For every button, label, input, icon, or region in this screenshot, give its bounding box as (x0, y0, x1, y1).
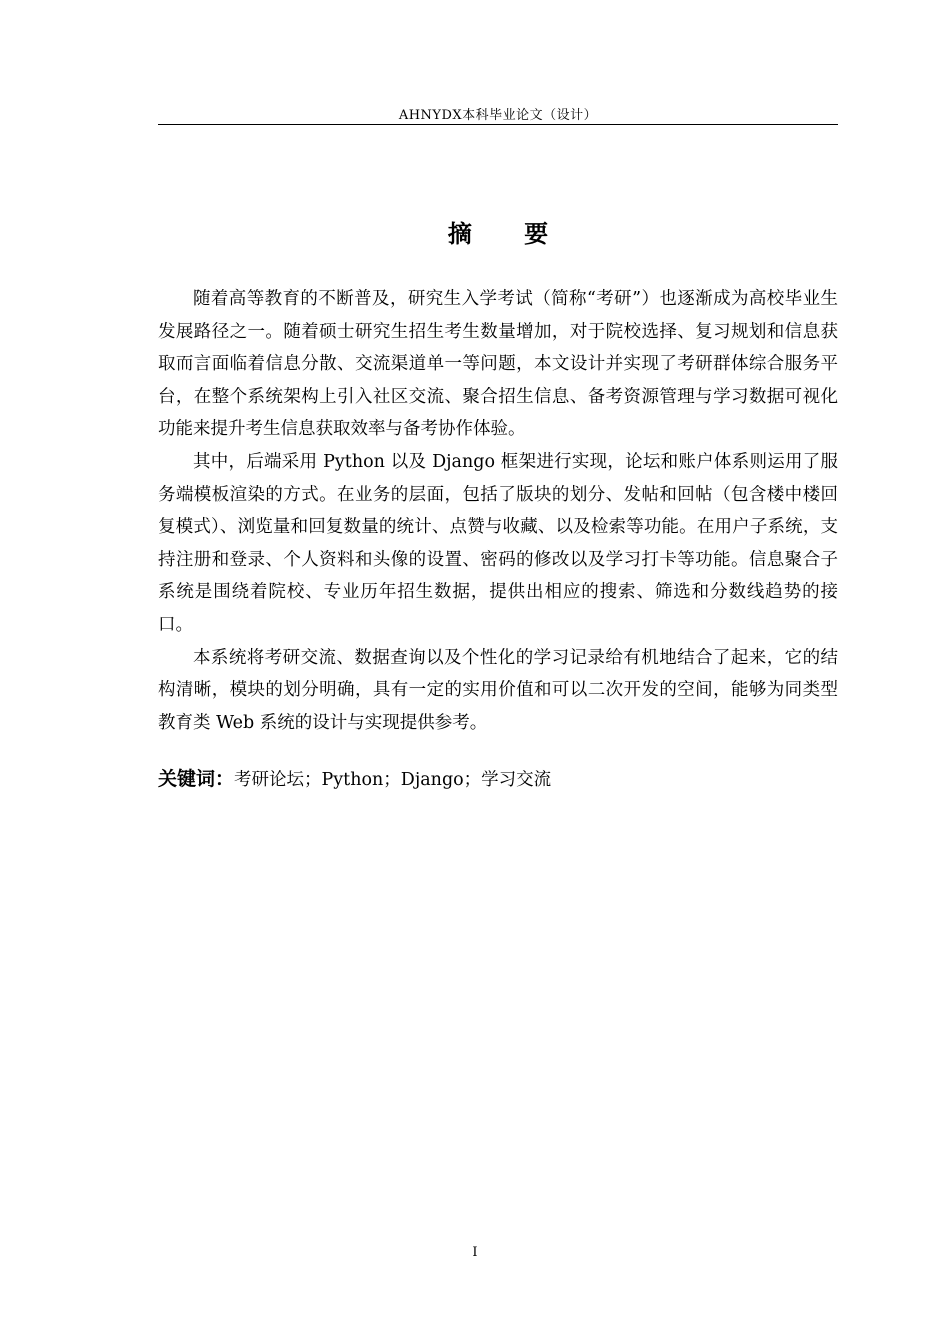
abstract-body (158, 283, 838, 739)
abstract-paragraph-3: 本系统将考研交流、数据查询以及个性化的学习记录给有机地结合了起来，它的结构清晰，模块的划分明确，具有一定的实用价值和可以二次开发的空间，能够为同类型教育类 Web 系统的设计与实现提供参考。 (158, 647, 838, 733)
abstract-paragraph-2: 其中，后端采用 Python 以及 Django 框架进行实现，论坛和账户体系则运用了服务端模板渲染的方式。在业务的层面，包括了版块的划分、发帖和回帖（包含楼中楼回复模式）、浏览量和回复数量的统计、点赞与收藏、以及检索等功能。在用户子系统，支持注册和登录、个人资料和头像的设置、密码的修改以及学习打卡等功能。信息聚合子系统是围绕着院校、专业历年招生数据，提供出相应的搜索、筛选和分数线趋势的接口。 (158, 451, 838, 635)
running-header: AHNYDX本科毕业论文（设计） (398, 108, 598, 123)
abstract-paragraph-1: 随着高等教育的不断普及，研究生入学考试（简称“考研”）也逐渐成为高校毕业生发展路径之一。随着硕士研究生招生考生数量增加，对于院校选择、复习规划和信息获取而言面临着信息分散、交流渠道单一等问题，本文设计并实现了考研群体综合服务平台，在整个系统架构上引入社区交流、聚合招生信息、备考资源管理与学习数据可视化功能来提升考生信息获取效率与备考协作体验。 (158, 289, 838, 440)
page-number: I (472, 1245, 478, 1260)
abstract-title: 摘 要 (447, 220, 571, 248)
keywords-line (158, 763, 838, 796)
header-rule (158, 124, 838, 125)
keywords-label: 关键词： (158, 768, 235, 790)
keywords-value: 考研论坛；Python；Django；学习交流 (234, 770, 552, 790)
